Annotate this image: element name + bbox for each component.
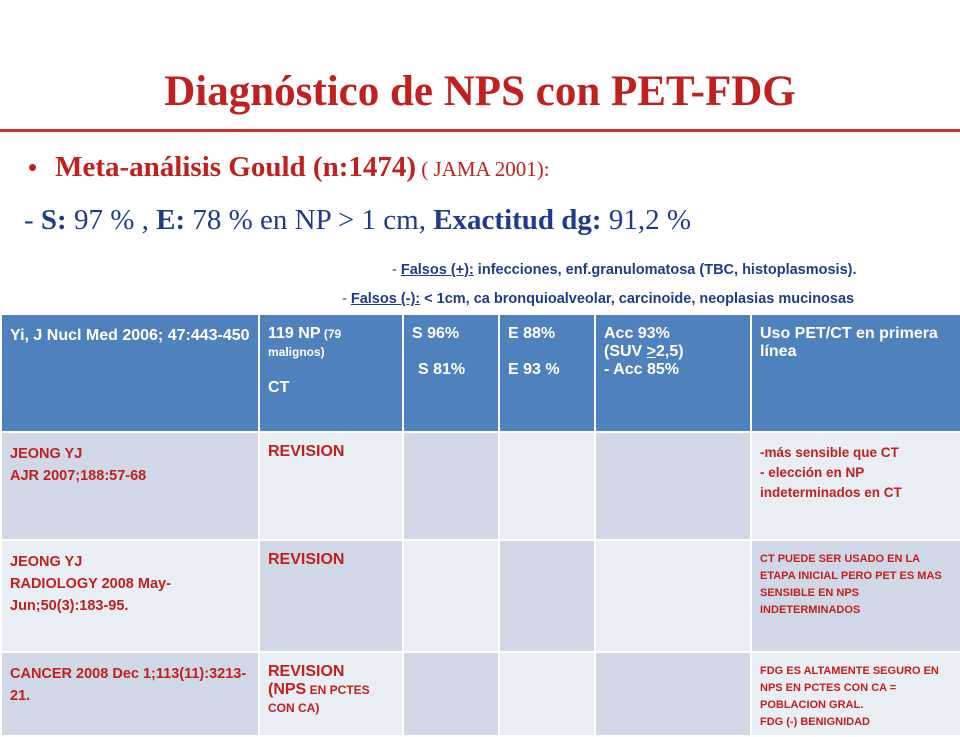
row3-accuracy-cell — [595, 652, 751, 736]
row3-reference-cell — [1, 652, 259, 736]
specificity-value: 78 % en NP > 1 cm, — [185, 204, 426, 236]
slide-title: Diagnóstico de NPS con PET-FDG — [164, 68, 796, 115]
header-use: Uso PET/CT en primera línea — [760, 325, 938, 360]
row2-type-cell — [259, 540, 403, 652]
header-specificity-pet: E 88% — [508, 325, 556, 342]
meta-analysis-bullet — [28, 147, 550, 187]
table-header-row — [1, 314, 960, 432]
row1-journal: AJR 2007;188:57-68 — [10, 468, 147, 484]
header-sensitivity-pet: S 96% — [412, 325, 460, 342]
header-use-cell — [751, 314, 960, 432]
meta-analysis-source: ( JAMA 2001): — [416, 157, 550, 181]
false-positives-label: Falsos (+): — [400, 262, 474, 278]
header-accuracy-pet: Acc 93% — [604, 325, 670, 342]
header-np-cell — [259, 314, 403, 432]
row2-note-cell — [751, 540, 960, 652]
row3-note-cell — [751, 652, 960, 736]
accuracy-label: Exactitud dg: — [425, 204, 602, 236]
bullet-dot-icon: • — [28, 152, 38, 182]
row1-type-cell — [259, 432, 403, 540]
row1-sensitivity-cell — [403, 432, 499, 540]
row1-accuracy-cell — [595, 432, 751, 540]
header-np-ct: CT — [268, 379, 290, 396]
header-accuracy-ct: - Acc 85% — [604, 361, 679, 378]
row2-specificity-cell — [499, 540, 595, 652]
header-reference-cell — [1, 314, 259, 432]
header-accuracy-cell — [595, 314, 751, 432]
row2-author: JEONG YJ — [10, 554, 83, 570]
header-accuracy-suv: (SUV >2,5) — [604, 343, 684, 360]
table-row — [1, 540, 960, 652]
row1-type: REVISION — [268, 443, 345, 460]
row3-reference: CANCER 2008 Dec 1;113(11):3213-21. — [10, 666, 247, 704]
row1-note-cell — [751, 432, 960, 540]
row2-reference-cell — [1, 540, 259, 652]
header-np-malignant: (79 malignos) — [268, 327, 342, 359]
row3-note-2: FDG (-) BENIGNIDAD — [760, 716, 870, 728]
false-negatives-text: < 1cm, ca bronquioalveolar, carcinoide, neoplasias mucinosas — [420, 291, 855, 307]
row1-reference-cell — [1, 432, 259, 540]
accuracy-value: 91,2 % — [601, 204, 692, 236]
row1-author: JEONG YJ — [10, 446, 83, 462]
false-positives-dash: - — [392, 262, 401, 278]
false-positives-text: infecciones, enf.granulomatosa (TBC, histoplasmosis). — [473, 262, 857, 278]
row3-sensitivity-cell — [403, 652, 499, 736]
sensitivity-label: S: — [40, 204, 67, 236]
header-reference: Yi, J Nucl Med 2006; 47:443-450 — [10, 327, 250, 344]
table-row — [1, 652, 960, 736]
row2-sensitivity-cell — [403, 540, 499, 652]
row3-population: (NPS EN PCTES CON CA) — [268, 681, 370, 715]
false-positives-line — [392, 262, 857, 278]
sensitivity-line — [24, 200, 691, 240]
specificity-label: E: — [148, 204, 186, 236]
row2-journal: RADIOLOGY 2008 May-Jun;50(3):183-95. — [10, 576, 171, 614]
meta-analysis-title: Meta-análisis Gould (n:1474) — [55, 151, 417, 183]
row3-specificity-cell — [499, 652, 595, 736]
header-specificity-cell — [499, 314, 595, 432]
row3-type: REVISION — [268, 663, 345, 680]
header-sensitivity-ct: S 81% — [418, 361, 466, 378]
row2-accuracy-cell — [595, 540, 751, 652]
row3-type-cell — [259, 652, 403, 736]
row1-note-2: - elección en NP indeterminados en CT — [760, 465, 902, 500]
false-negatives-label: Falsos (-): — [350, 291, 421, 307]
sensitivity-value: 97 % , — [66, 204, 149, 236]
sensitivity-dash: - — [24, 204, 41, 236]
row1-specificity-cell — [499, 432, 595, 540]
table-row — [1, 432, 960, 540]
header-specificity-ct: E 93 % — [508, 361, 560, 378]
row1-note-1: -más sensible que CT — [760, 445, 899, 460]
header-sensitivity-cell — [403, 314, 499, 432]
title-divider — [0, 129, 960, 132]
row2-type: REVISION — [268, 551, 345, 568]
header-np-count: 119 NP — [268, 325, 321, 342]
row3-note-1: FDG ES ALTAMENTE SEGURO EN NPS EN PCTES CON CA = POBLACION GRAL. — [760, 665, 939, 711]
false-negatives-dash: - — [342, 291, 351, 307]
false-negatives-line — [342, 291, 854, 307]
studies-table — [0, 313, 960, 737]
row2-note: CT PUEDE SER USADO EN LA ETAPA INICIAL PERO PET ES MAS SENSIBLE EN NPS INDETERMINADOS — [760, 553, 942, 616]
